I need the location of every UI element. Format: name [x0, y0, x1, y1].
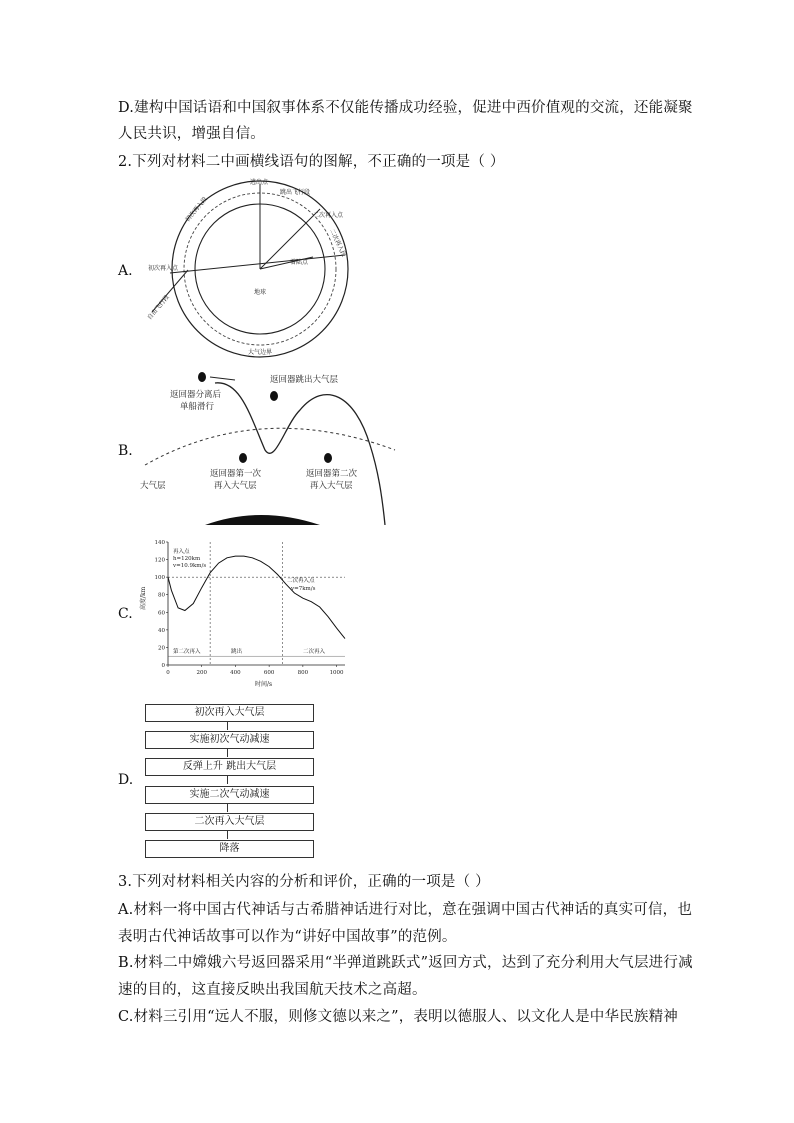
chart-annotation-second-1: 二次再入点	[287, 578, 315, 584]
chart-xtick-label: 600	[263, 670, 275, 676]
chart-annotation-entry-1: 再入点	[173, 549, 190, 555]
chart-ytick-label: 100	[154, 575, 165, 582]
chart-phase-1: 第二次再入	[173, 649, 201, 655]
chart-xtick-label: 200	[196, 670, 207, 676]
chart-ytick-label: 60	[158, 610, 165, 617]
question-2: 2.下列对材料二中画横线语句的图解，不正确的一项是（ ）	[118, 154, 505, 170]
label-earth: 地球	[254, 289, 267, 296]
label-free-flight: 自由飞行段	[146, 293, 171, 322]
flow-step-4: 实施二次气动减速	[145, 786, 314, 804]
label-first-entry-segment: 初次再入段	[184, 195, 209, 224]
label-skip-out: 返回器跳出大气层	[270, 375, 339, 385]
label-escape: 逃出点	[250, 179, 269, 186]
flow-arrow-2	[227, 749, 228, 757]
chart-xtick-label: 800	[297, 670, 309, 676]
option-b-label: B.	[118, 443, 133, 459]
label-glide: 返回器分离后	[170, 390, 222, 400]
chart-ytick-label: 40	[158, 627, 165, 634]
label-first-entry-2: 再入大气层	[214, 481, 257, 491]
chart-ytick-label: 80	[158, 592, 165, 599]
label-skip-flight: 跳出飞行段	[280, 189, 311, 196]
chart-ylabel: 高度/km	[140, 586, 147, 610]
q3-option-c-line1: C.材料三引用“远人不服，则修文德以来之”，表明以德服人、以文化人是中华民族精神	[118, 1009, 679, 1025]
chart-annotation-entry-3: v=10.9km/s	[173, 563, 207, 569]
flow-step-1: 初次再入大气层	[145, 704, 314, 722]
chart-xtick-label: 1000	[329, 670, 344, 676]
label-glide-2: 单船滑行	[180, 402, 215, 412]
chart-annotation-entry-2: h=120km	[173, 556, 201, 562]
chart-phase-3: 二次再入	[303, 649, 326, 655]
label-atmosphere: 大气层	[140, 481, 166, 491]
label-first-entry-1: 返回器第一次	[210, 469, 262, 479]
option-a-label: A.	[118, 263, 133, 279]
chart-annotation-second-2: v=7km/s	[291, 586, 316, 592]
chart-ytick-label: 120	[154, 557, 165, 564]
label-second-entry-point: 二次再入点	[313, 212, 344, 219]
diagram-a-orbit	[130, 172, 370, 362]
label-second-entry-1: 返回器第二次	[306, 469, 358, 479]
chart-xtick-label: 0	[166, 670, 170, 676]
q3-option-a-line1: A.材料一将中国古代神话与古希腊神话进行对比，意在强调中国古代神话的真实可信，也	[118, 902, 693, 918]
flow-step-2: 实施初次气动减速	[145, 731, 314, 749]
label-landing: 着陆点	[290, 259, 309, 266]
chart-xlabel: 时间/s	[255, 681, 273, 688]
option-d-label: D.	[118, 772, 134, 788]
q3-option-b-line1: B.材料二中嫦娥六号返回器采用“半弹道跳跃式”返回方式，达到了充分利用大气层进行减	[118, 955, 693, 971]
option-d-line2: 人民共识，增强自信。	[118, 126, 265, 142]
chart-ytick-label: 140	[154, 540, 165, 546]
flow-step-5: 二次再入大气层	[145, 813, 314, 831]
option-c-label: C.	[118, 606, 133, 622]
altitude-chart	[135, 532, 350, 692]
option-d-line1: D.建构中国话语和中国叙事体系不仅能传播成功经验，促进中西价值观的交流，还能凝聚	[118, 100, 693, 116]
label-first-entry-point: 初次再入点	[148, 265, 179, 272]
flow-step-3: 反弹上升 跳出大气层	[145, 758, 314, 776]
flow-arrow-5	[227, 831, 228, 839]
label-second-entry-segment: 二次再入段	[328, 227, 348, 259]
flow-arrow-4	[227, 804, 228, 812]
chart-ytick-label: 20	[158, 645, 165, 652]
question-3: 3.下列对材料相关内容的分析和评价，正确的一项是（ ）	[118, 874, 490, 890]
diagram-b-trajectory	[130, 365, 400, 525]
label-atmosphere-boundary: 大气边界	[248, 349, 273, 356]
flow-arrow-3	[227, 776, 228, 784]
label-second-entry-2: 再入大气层	[310, 481, 353, 491]
q3-option-a-line2: 表明古代神话故事可以作为“讲好中国故事”的范例。	[118, 929, 457, 945]
flow-arrow-1	[227, 722, 228, 730]
chart-xtick-label: 400	[230, 670, 241, 676]
q3-option-b-line2: 速的目的，这直接反映出我国航天技术之高超。	[118, 982, 427, 998]
chart-phase-2: 跳出	[231, 649, 243, 655]
flow-step-6: 降落	[145, 840, 314, 858]
chart-ytick-label: 0	[161, 663, 165, 669]
